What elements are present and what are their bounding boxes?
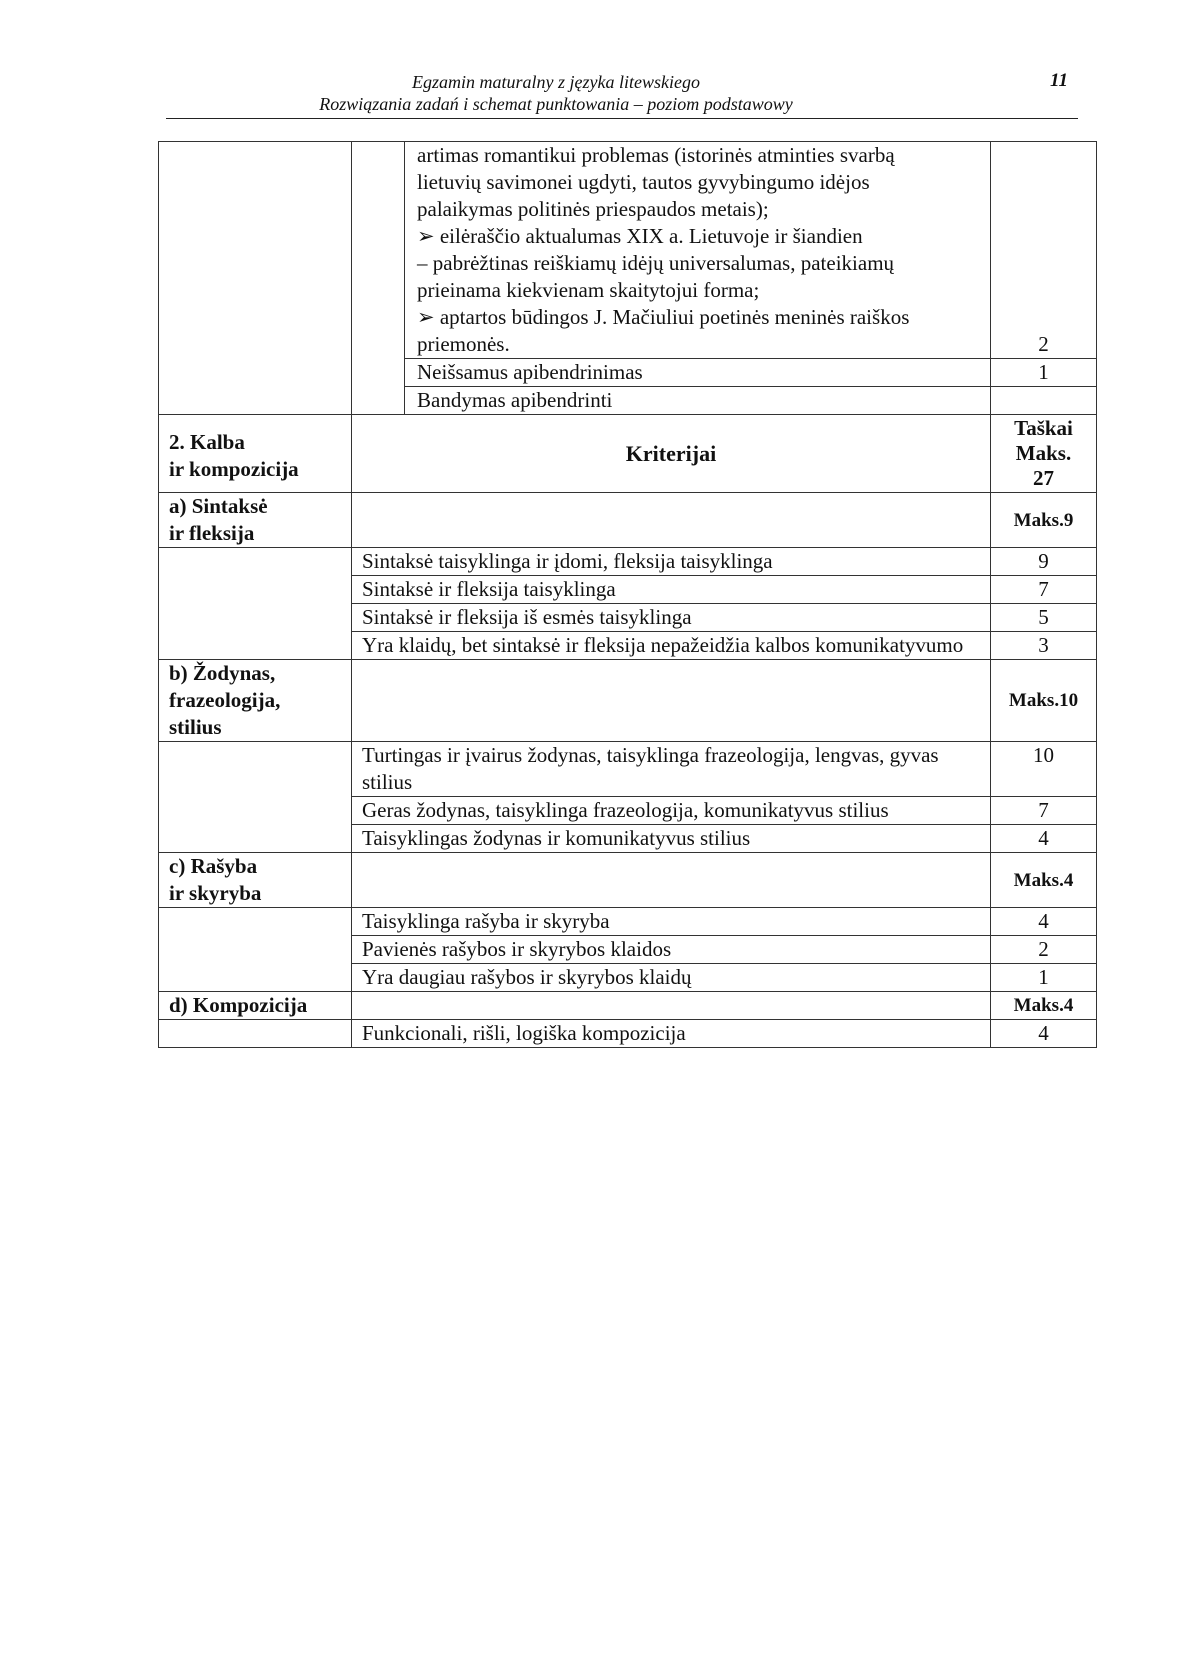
criteria-header: Kriterijai (352, 415, 991, 493)
points-value: 4 (991, 825, 1097, 853)
points-header-line: Taškai (1014, 416, 1073, 440)
points-value: 5 (991, 604, 1097, 632)
intro-points-cell (991, 142, 1097, 359)
section-title-line: ir kompozicija (169, 456, 299, 481)
criterion-row (159, 548, 1097, 576)
subsection-label-line: c) Rašyba (169, 854, 258, 878)
header-title: Egzamin maturalny z języka litewskiego (412, 72, 700, 92)
subsection-blank (352, 853, 991, 908)
scoring-table (158, 141, 1097, 1048)
criterion-text: Taisyklinga rašyba ir skyryba (352, 908, 991, 936)
criterion-row (159, 742, 1097, 797)
criterion-left-blank (159, 908, 352, 992)
points-header-line: Maks. (1015, 441, 1072, 465)
criterion-text: Sintaksė ir fleksija taisyklinga (352, 576, 991, 604)
intro-line: palaikymas politinės priespaudos metais); (417, 197, 769, 221)
criterion-row (159, 908, 1097, 936)
points-value: 10 (991, 742, 1097, 797)
intro-line: prieinama kiekvienam skaitytojui forma; (417, 278, 760, 302)
points-value (991, 387, 1097, 415)
subsection-header-row (159, 992, 1097, 1020)
criterion-left-blank (159, 742, 352, 853)
intro-line: ➢ eilėraščio aktualumas XIX a. Lietuvoje ir šiandien (417, 224, 863, 248)
points-value: 4 (991, 1020, 1097, 1048)
criterion-text: Pavienės rašybos ir skyrybos klaidos (352, 936, 991, 964)
points-value: 7 (991, 576, 1097, 604)
intro-spacer-cell (352, 142, 405, 415)
criterion-left-blank (159, 1020, 352, 1048)
points-value: 1 (991, 359, 1097, 387)
subsection-blank (352, 992, 991, 1020)
intro-row (159, 142, 1097, 359)
criterion-text: Funkcionali, rišli, logiška kompozicija (352, 1020, 991, 1048)
header-subtitle: Rozwiązania zadań i schemat punktowania – poziom podstawowy (319, 94, 793, 114)
criterion-text: Yra daugiau rašybos ir skyrybos klaidų (352, 964, 991, 992)
subsection-label (159, 853, 352, 908)
section-header-row (159, 415, 1097, 493)
points-value: 1 (991, 964, 1097, 992)
intro-line: lietuvių savimonei ugdyti, tautos gyvybingumo idėjos (417, 170, 870, 194)
subsection-blank (352, 660, 991, 742)
subsection-max: Maks.4 (991, 853, 1097, 908)
section-title (159, 415, 352, 493)
criterion-text: Sintaksė ir fleksija iš esmės taisyklinga (352, 604, 991, 632)
points-value: 4 (991, 908, 1097, 936)
subsection-label-line: b) Žodynas, (169, 661, 276, 685)
subsection-label-line: ir skyryba (169, 881, 262, 905)
intro-left-cell (159, 142, 352, 415)
intro-line: artimas romantikui problemas (istorinės atminties svarbą (417, 143, 895, 167)
subsection-label-line: d) Kompozicija (169, 993, 308, 1017)
page-number: 11 (1050, 70, 1068, 91)
subsection-max: Maks.4 (991, 992, 1097, 1020)
subsection-label-line: frazeologija, (169, 688, 281, 712)
intro-line: ➢ aptartos būdingos J. Mačiuliui poetinės meninės raiškos (417, 305, 910, 329)
points-value: 7 (991, 797, 1097, 825)
criterion-text: Geras žodynas, taisyklinga frazeologija, komunikatyvus stilius (352, 797, 991, 825)
points-value: 9 (991, 548, 1097, 576)
criterion-text: Taisyklingas žodynas ir komunikatyvus stilius (352, 825, 991, 853)
criterion-row (159, 1020, 1097, 1048)
subsection-header-row (159, 853, 1097, 908)
points-value: 2 (1038, 332, 1049, 356)
criterion-left-blank (159, 548, 352, 660)
section-title-line: 2. Kalba (169, 429, 245, 454)
points-header (991, 415, 1097, 493)
intro-text-cell (405, 142, 991, 359)
subsection-label (159, 493, 352, 548)
criterion-text: Bandymas apibendrinti (405, 387, 991, 415)
criterion-text: Yra klaidų, bet sintaksė ir fleksija nepažeidžia kalbos komunikatyvumo (352, 632, 991, 660)
points-header-line: 27 (1033, 466, 1054, 490)
subsection-blank (352, 493, 991, 548)
subsection-label (159, 660, 352, 742)
criterion-text: Sintaksė taisyklinga ir įdomi, fleksija taisyklinga (352, 548, 991, 576)
page-header (166, 70, 1078, 119)
intro-line: priemonės. (417, 332, 510, 356)
subsection-label-line: ir fleksija (169, 521, 255, 545)
criterion-text: Neišsamus apibendrinimas (405, 359, 991, 387)
subsection-label-line: stilius (169, 715, 222, 739)
subsection-max: Maks.9 (991, 493, 1097, 548)
criterion-text: Turtingas ir įvairus žodynas, taisyklinga frazeologija, lengvas, gyvas stilius (352, 742, 991, 797)
subsection-label (159, 992, 352, 1020)
subsection-label-line: a) Sintaksė (169, 494, 268, 518)
subsection-max: Maks.10 (991, 660, 1097, 742)
points-value: 3 (991, 632, 1097, 660)
points-value: 2 (991, 936, 1097, 964)
subsection-header-row (159, 660, 1097, 742)
intro-line: – pabrėžtinas reiškiamų idėjų universalumas, pateikiamų (417, 251, 895, 275)
subsection-header-row (159, 493, 1097, 548)
